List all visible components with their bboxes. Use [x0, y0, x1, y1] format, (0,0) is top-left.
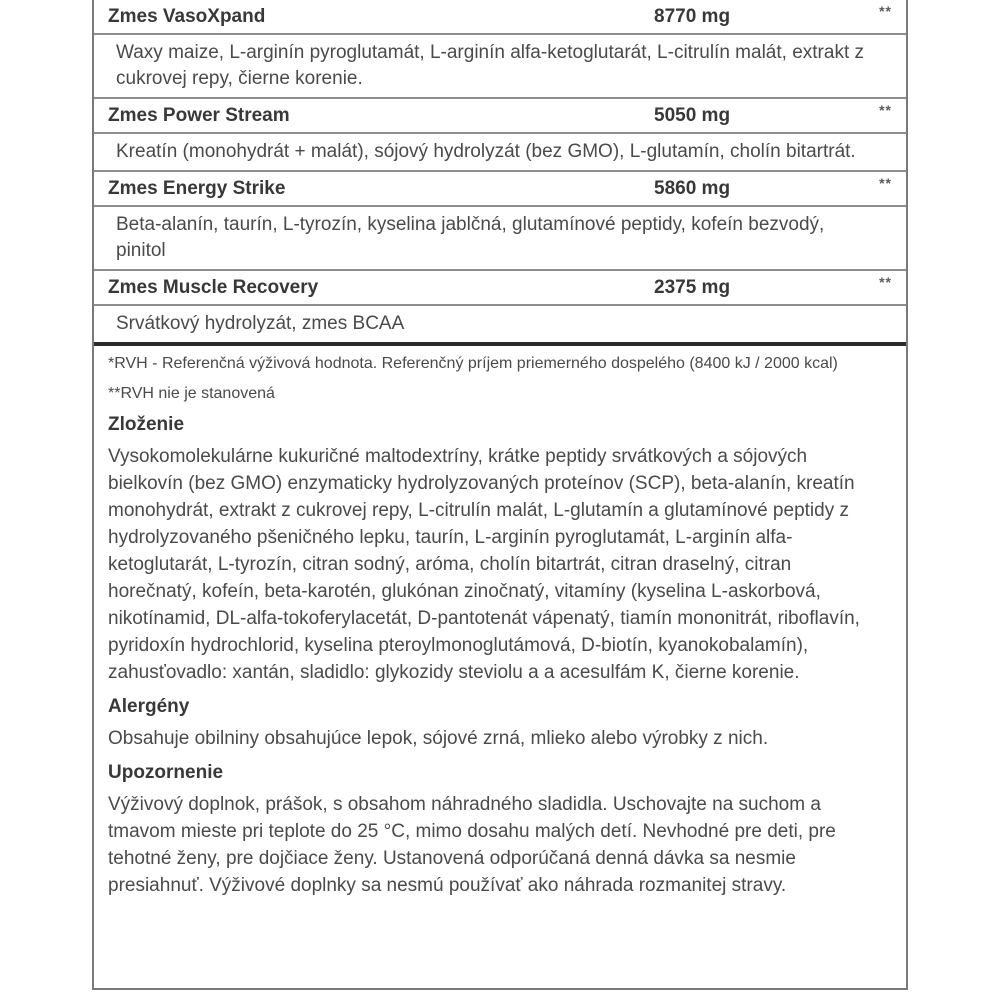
- section-heading: Alergény: [108, 696, 190, 717]
- blend-ingredients-text: Waxy maize, L-arginín pyroglutamát, L-arginín alfa-ketoglutarát, L-citrulín malát, extrakt z cukrovej repy, čierne korenie.: [116, 42, 864, 89]
- blend-rvh-asterisks: **: [879, 102, 892, 118]
- blend-rvh-asterisks: **: [879, 175, 892, 191]
- blend-amount: 8770 mg: [654, 6, 731, 27]
- section-body-text: Výživový doplnok, prášok, s obsahom náhradného sladidla. Uschovajte na suchom a tmavom mieste pri teplote do 25 °C, mimo dosahu malých detí. Nevhodné pre deti, pre tehotné ženy, pre dojčiace ženy. Ustanovená odporúčaná denná dávka sa nesmie presiahnuť. Výživové doplnky sa nesmú používať ako náhrada rozmanitej stravy.: [108, 794, 836, 896]
- section-heading: Zloženie: [108, 414, 185, 435]
- supplement-facts-panel: [92, 0, 908, 990]
- blend-rvh-asterisks: **: [879, 3, 892, 19]
- info-section: [94, 762, 906, 899]
- blend-header-row: [94, 99, 906, 132]
- blend-name: Zmes Muscle Recovery: [108, 277, 319, 298]
- blend-amount: 5860 mg: [654, 178, 731, 199]
- blend-name: Zmes VasoXpand: [108, 6, 266, 27]
- section-body-text: Obsahuje obilniny obsahujúce lepok, sójové zrná, mlieko alebo výrobky z nich.: [108, 728, 769, 749]
- section-body-text: Vysokomolekulárne kukuričné maltodextríny, krátke peptidy srvátkových a sójových bielkovín (bez GMO) enzymaticky hydrolyzovaných proteínov (SCP), beta-alanín, kreatín monohydrát, extrakt z cukrovej repy, L-citrulín malát, L-glutamín a glutamínové peptidy z hydrolyzovaného pšeničného lepku, taurín, L-arginín pyroglutamát, L-arginín alfa-ketoglutarát, L-tyrozín, citran sodný, aróma, cholín bitartrát, citran draselný, citran horečnatý, kofeín, beta-karotén, glukónan zinočnatý, vitamíny (kyselina L-askorbová, nikotínamid, DL-alfa-tokoferylacetát, D-pantotenát vápenatý, tiamín mononitrát, riboflavín, pyridoxín hydrochlorid, kyselina pteroylmonoglutámová, D-biotín, kyanokobalamín), zahusťovadlo: xantán, sladidlo: glykozidy steviolu a a acesulfám K, čierne korenie.: [108, 446, 860, 683]
- blend-header-row: [94, 271, 906, 304]
- blend-block: [94, 0, 906, 99]
- blend-amount: 2375 mg: [654, 277, 731, 298]
- info-section: [94, 414, 906, 686]
- rvh-footnote: *RVH - Referenčná výživová hodnota. Referenčný príjem priemerného dospelého (8400 kJ / 2000 kcal): [108, 355, 838, 372]
- info-sections: [94, 414, 906, 899]
- rvh-footnote: **RVH nie je stanovená: [108, 385, 275, 402]
- blend-rvh-asterisks: **: [879, 274, 892, 290]
- section-heading: Upozornenie: [108, 762, 224, 783]
- blend-block: [94, 172, 906, 271]
- blend-amount: 5050 mg: [654, 105, 731, 126]
- blend-name: Zmes Power Stream: [108, 105, 290, 126]
- blend-header-row: [94, 0, 906, 33]
- blend-ingredients-text: Srvátkový hydrolyzát, zmes BCAA: [116, 313, 405, 334]
- blend-ingredients-text: Beta-alanín, taurín, L-tyrozín, kyselina jablčná, glutamínové peptidy, kofeín bezvodý, pinitol: [116, 214, 825, 261]
- blend-header-row: [94, 172, 906, 205]
- blend-name: Zmes Energy Strike: [108, 178, 286, 199]
- blend-block: [94, 271, 906, 342]
- info-section: [94, 696, 906, 752]
- blend-table: [94, 0, 906, 342]
- footnotes: [94, 346, 906, 404]
- blend-block: [94, 99, 906, 172]
- blend-ingredients-text: Kreatín (monohydrát + malát), sójový hydrolyzát (bez GMO), L-glutamín, cholín bitartrát.: [116, 141, 856, 162]
